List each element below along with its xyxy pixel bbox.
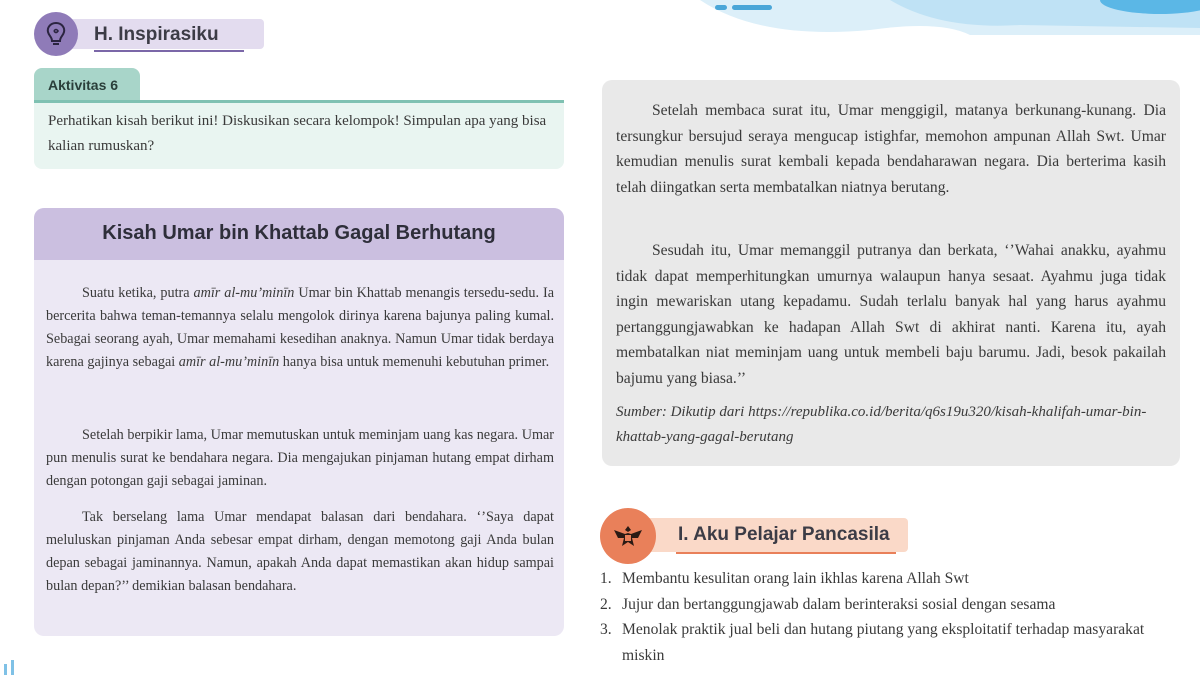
story-title: Kisah Umar bin Khattab Gagal Berhutang xyxy=(102,222,496,244)
list-item xyxy=(600,617,1184,668)
list-item-text: Membantu kesulitan orang lain ikhlas karena Allah Swt xyxy=(622,570,969,587)
list-item-number: 3. xyxy=(600,621,612,638)
story-source: Sumber: Dikutip dari https://republika.co.id/berita/q6s19u320/kisah-khalifah-umar-bin-khattab-yang-gagal-berutang xyxy=(616,404,1147,445)
activity-tab-label: Aktivitas 6 xyxy=(48,77,119,93)
list-item-text: Menolak praktik jual beli dan hutang piutang yang eksploitatif terhadap masyarakat miskin xyxy=(622,621,1145,664)
section-h-title: H. Inspirasiku xyxy=(94,24,219,45)
story-paragraph-1 xyxy=(46,282,554,374)
story-paragraph-5: Sesudah itu, Umar memanggil putranya dan berkata, ‘’Wahai anakku, ayahmu tidak dapat memperhitungkan umurnya walaupun hanya sesaat. Ayahmu juga tidak ingin mewariskan utang kepadamu. Sudah terlalu banyak hal yang harus ayahmu pertanggungjawabkan ke hadapan Allah Swt di akhirat nanti. Karena itu, ayah membatalkan niat meminjam uang untuk membeli baju barumu. Jadi, besok pakailah bajumu yang biasa.’’ xyxy=(616,242,1166,387)
decorative-corner xyxy=(0,656,30,675)
activity-instruction: Perhatikan kisah berikut ini! Diskusikan secara kelompok! Simpulan apa yang bisa kalian rumuskan? xyxy=(48,113,547,154)
section-h-badge xyxy=(34,12,78,56)
story-paragraph-4: Setelah membaca surat itu, Umar menggigil, matanya berkunang-kunang. Dia tersungkur bersujud seraya mengucap istighfar, memohon ampunan Allah Swt. Umar kemudian menulis surat kembali kepada bendaharawan negara. Dia berterima kasih telah diingatkan serta membatalkan niatnya berutang. xyxy=(616,102,1166,196)
story-p1-italic: amīr al-mu’minīn xyxy=(178,354,280,370)
decorative-wave xyxy=(640,0,1200,60)
story-p1-text: hanya bisa untuk memenuhi kebutuhan primer. xyxy=(279,354,550,370)
story-card xyxy=(34,208,564,636)
garuda-icon xyxy=(610,518,646,554)
story-continuation-card xyxy=(602,80,1180,466)
story-paragraph-2: Setelah berpikir lama, Umar memutuskan untuk meminjam uang kas negara. Umar pun menulis surat ke bendahara negara. Dia mengajukan pinjaman hutang empat dirham dengan potongan gaji sebagai jaminan. xyxy=(46,427,554,489)
activity-tab xyxy=(34,68,140,102)
section-i-title: I. Aku Pelajar Pancasila xyxy=(678,524,890,545)
list-item-number: 2. xyxy=(600,595,612,613)
list-item-text: Jujur dan bertanggungjawab dalam berinteraksi sosial dengan sesama xyxy=(622,595,1056,613)
section-i-badge xyxy=(600,508,656,564)
lightbulb-icon xyxy=(42,20,70,48)
story-paragraph-3: Tak berselang lama Umar mendapat balasan dari bendahara. ‘’Saya dapat meluluskan pinjaman Anda sebesar empat dirham, dengan memotong gaji Anda bulan depan sebagai jaminannya. Namun, apakah Anda dapat memastikan akan hidup sampai bulan depan?’’ demikian balasan bendahara. xyxy=(46,509,554,594)
section-h-underline xyxy=(94,50,244,52)
section-i-header xyxy=(600,508,920,564)
story-p1-text: Umar bin Khattab menangis tersedu-sedu. Ia bercerita bahwa teman-temannya selalu mengolok dirinya karena bajunya paling kumal. Sebagai seorang ayah, Umar memahami kesedihan anaknya. Namun Umar tidak berdaya karena gajinya sebagai xyxy=(46,285,554,370)
story-p1-text: Suatu ketika, putra xyxy=(82,285,194,301)
story-p1-italic: amīr al-mu’minīn xyxy=(193,285,295,301)
section-h-header xyxy=(34,12,234,56)
section-i-underline xyxy=(676,552,896,554)
list-item-number: 1. xyxy=(600,570,612,587)
list-item xyxy=(600,566,1184,592)
pancasila-list xyxy=(600,566,1184,668)
activity-box xyxy=(34,103,564,169)
list-item xyxy=(600,592,1184,618)
